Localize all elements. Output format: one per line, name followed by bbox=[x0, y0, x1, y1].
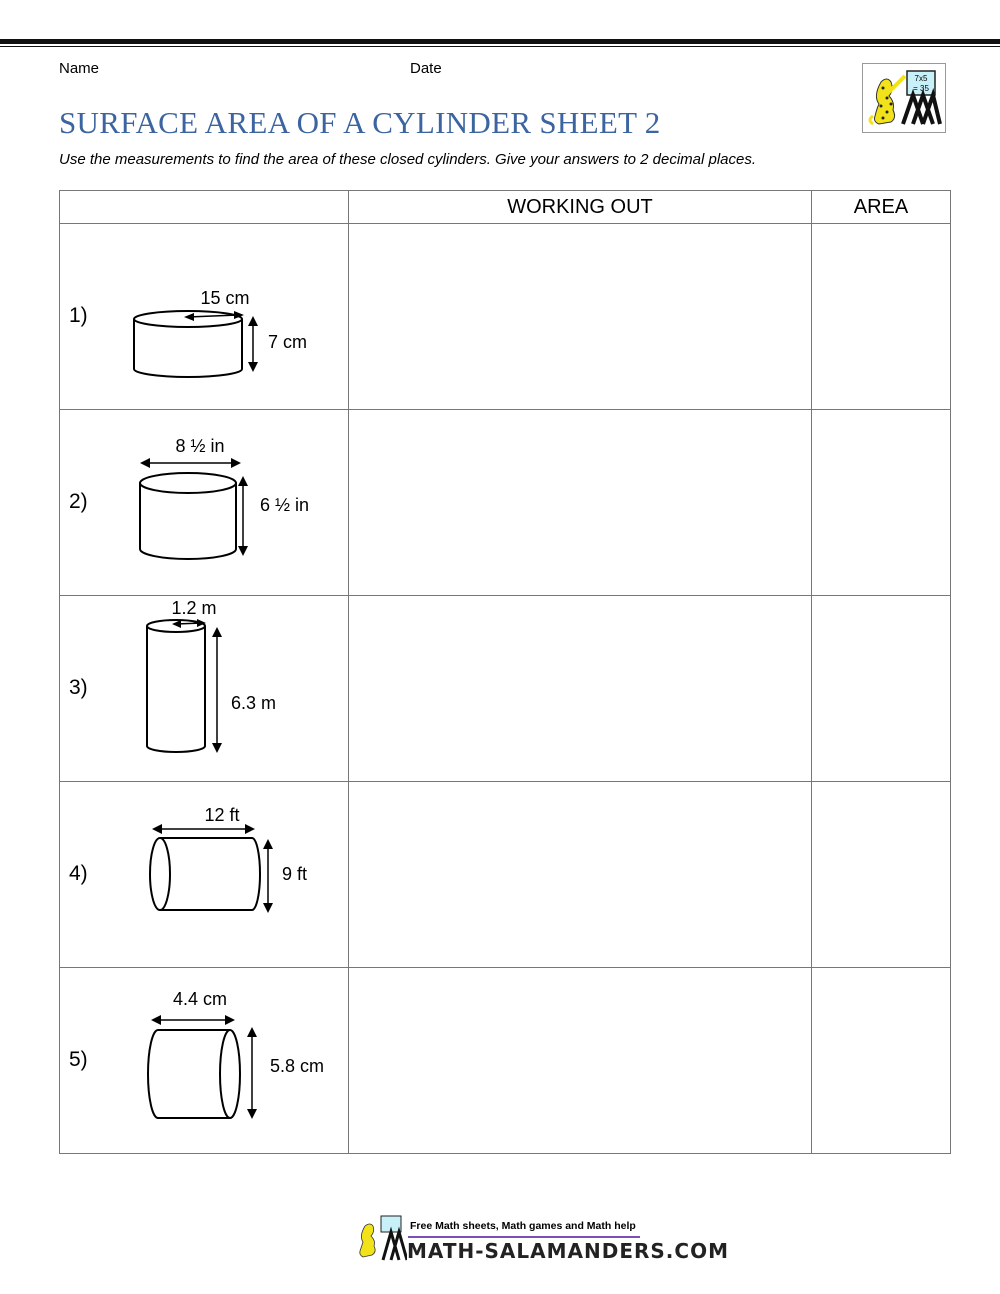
svg-text:6 ½ in: 6 ½ in bbox=[260, 495, 310, 515]
working-out-cell[interactable] bbox=[349, 968, 812, 1154]
area-cell[interactable] bbox=[812, 782, 951, 968]
svg-text:7 cm: 7 cm bbox=[268, 332, 308, 352]
footer-tagline: Free Math sheets, Math games and Math help bbox=[410, 1220, 636, 1232]
question-cell bbox=[60, 410, 349, 596]
cylinder-diagram bbox=[60, 968, 348, 1153]
svg-text:= 35: = 35 bbox=[913, 84, 929, 93]
svg-text:6.3 m: 6.3 m bbox=[231, 693, 277, 713]
svg-text:7x5: 7x5 bbox=[914, 74, 928, 83]
svg-text:5.8 cm: 5.8 cm bbox=[270, 1056, 325, 1076]
cylinder-diagram bbox=[60, 410, 348, 595]
worksheet-table bbox=[59, 190, 951, 1154]
page-title: SURFACE AREA OF A CYLINDER SHEET 2 bbox=[59, 105, 661, 140]
header-question bbox=[60, 191, 349, 224]
cylinder-diagram bbox=[60, 782, 348, 967]
cylinder-diagram bbox=[60, 596, 348, 781]
working-out-cell[interactable] bbox=[349, 596, 812, 782]
salamander-footer-icon bbox=[355, 1212, 407, 1264]
svg-text:4.4 cm: 4.4 cm bbox=[172, 989, 228, 1009]
question-number: 2) bbox=[69, 490, 88, 513]
question-number: 4) bbox=[69, 862, 88, 885]
question-row-2 bbox=[60, 410, 951, 596]
cylinder-diagram bbox=[60, 224, 348, 409]
question-row-5 bbox=[60, 968, 951, 1154]
salamander-teacher-icon bbox=[863, 64, 945, 132]
top-rule-thick bbox=[0, 39, 1000, 44]
name-label: Name bbox=[59, 60, 100, 77]
question-cell bbox=[60, 782, 349, 968]
question-cell bbox=[60, 224, 349, 410]
area-cell[interactable] bbox=[812, 968, 951, 1154]
footer-logo[interactable] bbox=[355, 1212, 729, 1264]
question-number: 5) bbox=[69, 1048, 88, 1071]
area-cell[interactable] bbox=[812, 410, 951, 596]
question-row-1 bbox=[60, 224, 951, 410]
instructions: Use the measurements to find the area of these closed cylinders. Give your answers to 2 decimal places. bbox=[59, 151, 757, 168]
area-cell[interactable] bbox=[812, 596, 951, 782]
svg-text:1.2 m: 1.2 m bbox=[171, 598, 217, 618]
question-number: 1) bbox=[69, 304, 88, 327]
question-cell bbox=[60, 968, 349, 1154]
header-working-out: WORKING OUT bbox=[349, 191, 812, 224]
footer-site-name: MATH-SALAMANDERS.COM bbox=[407, 1239, 729, 1263]
working-out-cell[interactable] bbox=[349, 410, 812, 596]
question-row-4 bbox=[60, 782, 951, 968]
working-out-cell[interactable] bbox=[349, 782, 812, 968]
salamander-logo bbox=[862, 63, 946, 133]
table-header-row bbox=[60, 191, 951, 224]
svg-text:8 ½ in: 8 ½ in bbox=[175, 436, 225, 456]
question-number: 3) bbox=[69, 676, 88, 699]
area-cell[interactable] bbox=[812, 224, 951, 410]
working-out-cell[interactable] bbox=[349, 224, 812, 410]
svg-text:12 ft: 12 ft bbox=[204, 805, 240, 825]
date-label: Date bbox=[410, 60, 442, 77]
top-rule-thin bbox=[0, 46, 1000, 47]
svg-text:15 cm: 15 cm bbox=[200, 288, 250, 308]
header-area: AREA bbox=[812, 191, 951, 224]
question-row-3 bbox=[60, 596, 951, 782]
svg-text:9 ft: 9 ft bbox=[282, 864, 308, 884]
footer-divider bbox=[408, 1236, 640, 1238]
question-cell bbox=[60, 596, 349, 782]
